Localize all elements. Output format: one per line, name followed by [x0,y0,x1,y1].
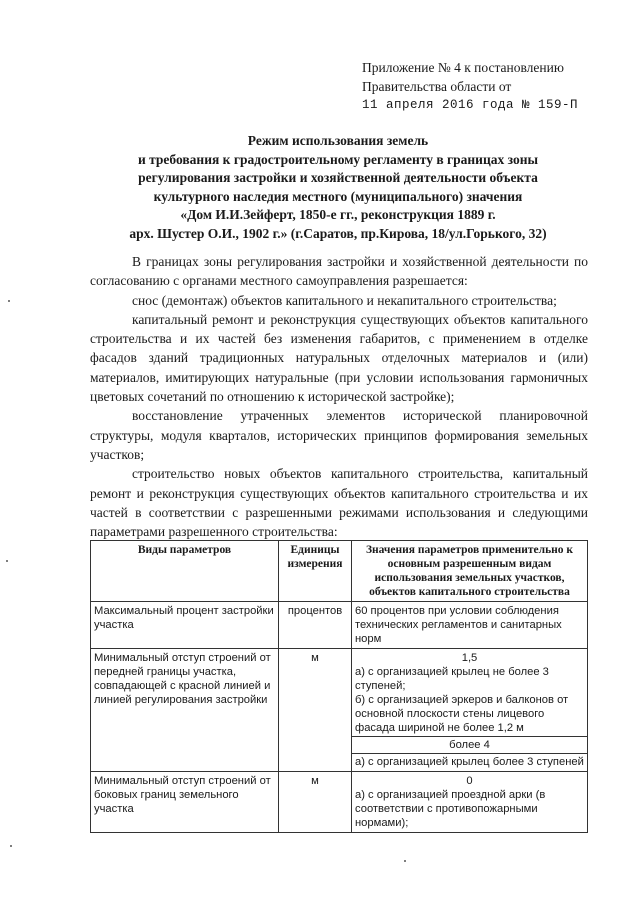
title-line-1: Режим использования земель [247,133,429,148]
row2-value [352,649,588,772]
scan-speck [6,560,8,562]
header-unit: Единицы измерения [279,541,352,602]
row2-v2a: а) с организацией крылец более 3 ступеней [352,753,587,769]
title-line-6: арх. Шустер О.И., 1902 г.» (г.Саратов, пр.Кирова, 18/ул.Горького, 32) [129,225,547,241]
appendix-line-3: 11 апреля 2016 года № 159-П [362,98,579,112]
paragraph: капитальный ремонт и реконструкция существующих объектов капитального строительства и их частей без изменения габаритов, с применением в отделке фасадов зданий традиционных натуральных отделочных материалов и (или) материалов, имитирующих натуральные (при условии использования гармоничных цветовых сочетаний по отношению к исторической застройке); [90,311,588,405]
row1-value: 60 процентов при условии соблюдения технических регламентов и санитарных норм [352,602,588,649]
row3-v1: 0 [466,775,473,787]
header-value: Значения параметров применительно к основным разрешенным видам использования земельных участков, объектов капитального строительства [352,541,588,602]
row2-v1b: б) с организацией эркеров и балконов от основной плоскости стены лицевого фасада шириной не более 1,2 м [355,694,569,734]
table-row [91,602,588,649]
appendix-header [362,58,622,115]
paragraph: восстановление утраченных элементов исторической планировочной структуры, модуля кварталов, исторических принципов формирования земельных участков; [90,408,588,462]
appendix-line-1: Приложение № 4 к постановлению [362,60,564,75]
title-line-2: и требования к градостроительному регламенту в границах зоны [137,151,539,167]
appendix-line-2: Правительства области от [362,79,512,94]
row2-v1: 1,5 [461,652,478,664]
table-row [91,772,588,833]
title-line-4: культурного наследия местного (муниципального) значения [153,188,523,204]
row1-param: Максимальный процент застройки участка [91,602,279,649]
row3-unit: м [279,772,352,833]
row3-value [352,772,588,833]
row1-unit: процентов [279,602,352,649]
header-param: Виды параметров [91,541,279,602]
row3-param: Минимальный отступ строений от боковых границ земельного участка [91,772,279,833]
paragraph: строительство новых объектов капитального строительства, капитальный ремонт и реконструкция существующих объектов капитального строительства и их частей в соответствии с разрешенными режимами использования и следующими параметрами разрешенного строительства: [90,466,588,540]
row2-unit: м [279,649,352,772]
parameters-table [90,540,588,833]
paragraph: В границах зоны регулирования застройки и хозяйственной деятельности по согласованию с органами местного самоуправления разрешается: [90,254,588,289]
document-title [88,132,588,243]
row2-v1a: а) с организацией крылец не более 3 ступеней; [355,666,549,692]
paragraph: снос (демонтаж) объектов капитального и некапитального строительства; [132,292,557,308]
table-header-row [91,541,588,602]
scan-speck [404,860,406,862]
body-text [90,252,588,541]
row3-v1a: а) с организацией проездной арки (в соответствии с противопожарными нормами); [355,789,546,829]
title-line-5: «Дом И.И.Зейферт, 1850-е гг., реконструкция 1889 г. [180,207,496,222]
row2-param: Минимальный отступ строений от передней границы участка, совпадающей с красной линией и линией регулирования застройки [91,649,279,772]
title-line-3: регулирования застройки и хозяйственной деятельности объекта [138,170,538,185]
scan-speck [8,300,10,302]
table-row [91,649,588,772]
scan-speck [10,845,12,847]
row2-v2: более 4 [352,736,587,752]
